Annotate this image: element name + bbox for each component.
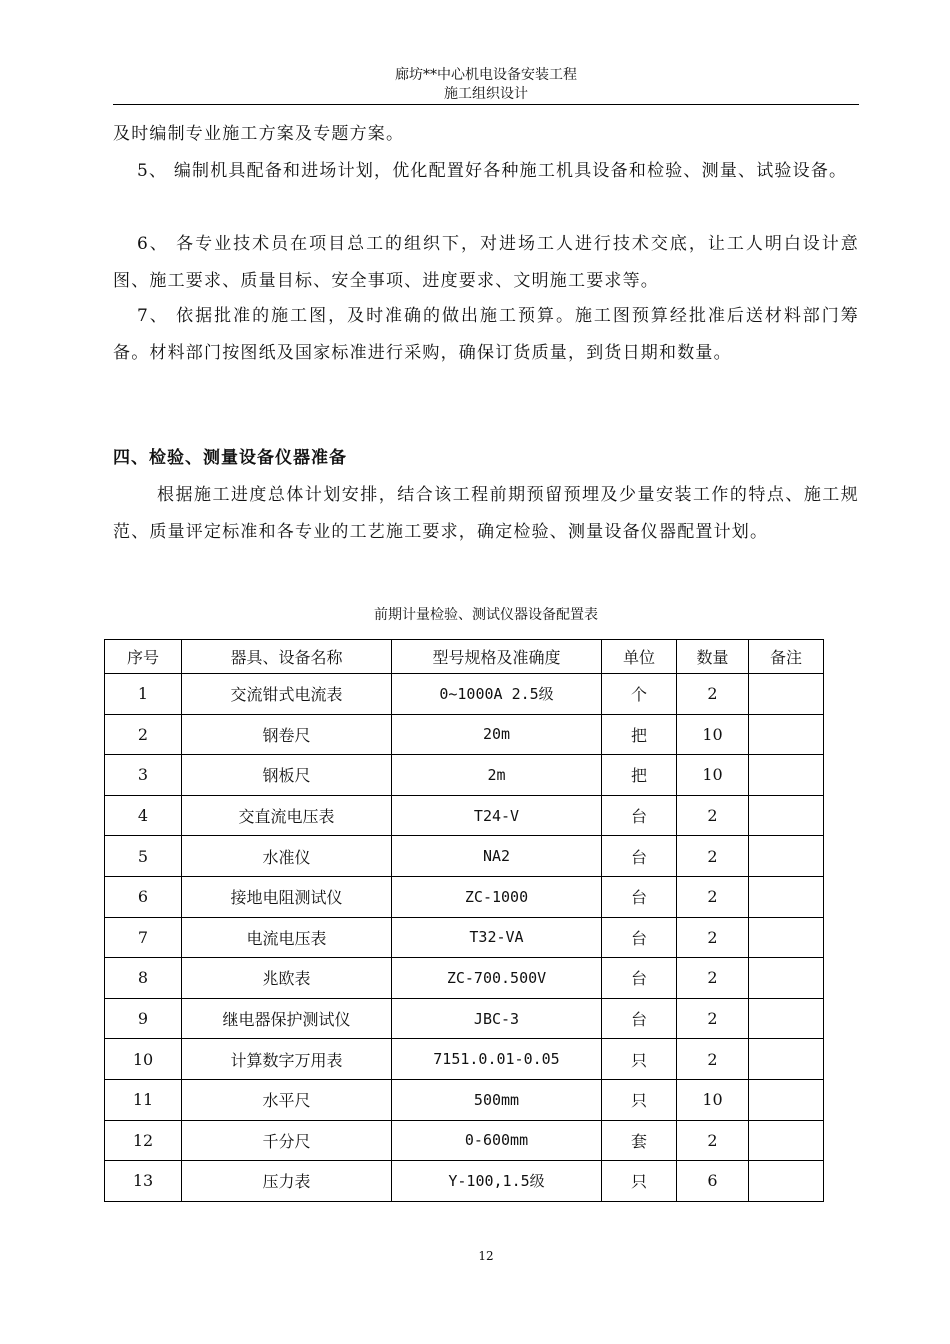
cell-index: 9 [105,998,182,1039]
page-header [113,66,859,104]
cell-name: 交流钳式电流表 [182,674,392,715]
table-caption: 前期计量检验、测试仪器设备配置表 [374,607,598,623]
table-row [105,836,824,877]
cell-model: NA2 [392,836,602,877]
cell-index: 5 [105,836,182,877]
table-row [105,755,824,796]
cell-name: 压力表 [182,1161,392,1202]
cell-unit: 台 [602,836,677,877]
cell-model: 20m [392,714,602,755]
paragraph-intro: 及时编制专业施工方案及专题方案。 [113,124,405,144]
header-divider [113,104,859,105]
cell-remarks [749,674,824,715]
table-row [105,795,824,836]
cell-quantity: 2 [677,1039,749,1080]
table-row [105,1161,824,1202]
cell-name: 兆欧表 [182,958,392,999]
cell-name: 水平尺 [182,1079,392,1120]
cell-quantity: 10 [677,714,749,755]
cell-quantity: 2 [677,917,749,958]
header-cell-index: 序号 [105,640,182,674]
table-row [105,1039,824,1080]
cell-name: 交直流电压表 [182,795,392,836]
paragraph-item-6: 6、 各专业技术员在项目总工的组织下，对进场工人进行技术交底，让工人明白设计意图、施工要求、质量目标、安全事项、进度要求、文明施工要求等。 [113,234,859,291]
cell-remarks [749,1161,824,1202]
header-cell-name: 器具、设备名称 [182,640,392,674]
cell-index: 4 [105,795,182,836]
cell-index: 1 [105,674,182,715]
cell-remarks [749,714,824,755]
cell-unit: 台 [602,917,677,958]
cell-unit: 台 [602,998,677,1039]
cell-quantity: 10 [677,1079,749,1120]
cell-quantity: 2 [677,876,749,917]
cell-unit: 台 [602,795,677,836]
cell-index: 2 [105,714,182,755]
cell-remarks [749,1120,824,1161]
cell-name: 接地电阻测试仪 [182,876,392,917]
cell-unit: 把 [602,714,677,755]
cell-model: ZC-700.500V [392,958,602,999]
header-cell-remarks: 备注 [749,640,824,674]
cell-unit: 套 [602,1120,677,1161]
cell-quantity: 6 [677,1161,749,1202]
page-number: 12 [478,1249,494,1263]
cell-name: 继电器保护测试仪 [182,998,392,1039]
cell-unit: 只 [602,1039,677,1080]
cell-unit: 只 [602,1079,677,1120]
cell-name: 千分尺 [182,1120,392,1161]
cell-index: 8 [105,958,182,999]
cell-remarks [749,958,824,999]
table-row [105,876,824,917]
cell-name: 计算数字万用表 [182,1039,392,1080]
table-row [105,714,824,755]
cell-quantity: 2 [677,674,749,715]
table-row [105,1120,824,1161]
cell-index: 7 [105,917,182,958]
cell-quantity: 2 [677,795,749,836]
cell-model: Y-100,1.5级 [392,1161,602,1202]
cell-quantity: 2 [677,998,749,1039]
table-row [105,1079,824,1120]
cell-unit: 台 [602,958,677,999]
cell-unit: 只 [602,1161,677,1202]
cell-name: 水准仪 [182,836,392,877]
cell-model: ZC-1000 [392,876,602,917]
cell-remarks [749,1079,824,1120]
table-row [105,674,824,715]
cell-index: 6 [105,876,182,917]
table-body [105,674,824,1202]
cell-remarks [749,795,824,836]
cell-remarks [749,1039,824,1080]
cell-model: 0~1000A 2.5级 [392,674,602,715]
paragraph-item-5: 5、 编制机具配备和进场计划，优化配置好各种施工机具设备和检验、测量、试验设备。 [137,161,848,181]
cell-model: T32-VA [392,917,602,958]
table-row [105,998,824,1039]
cell-remarks [749,876,824,917]
cell-unit: 把 [602,755,677,796]
cell-index: 11 [105,1079,182,1120]
cell-index: 10 [105,1039,182,1080]
cell-model: T24-V [392,795,602,836]
cell-unit: 个 [602,674,677,715]
cell-model: JBC-3 [392,998,602,1039]
cell-remarks [749,998,824,1039]
header-cell-unit: 单位 [602,640,677,674]
cell-quantity: 2 [677,1120,749,1161]
cell-quantity: 10 [677,755,749,796]
table-row [105,917,824,958]
cell-remarks [749,836,824,877]
cell-model: 500mm [392,1079,602,1120]
cell-index: 13 [105,1161,182,1202]
cell-remarks [749,917,824,958]
cell-model: 0-600mm [392,1120,602,1161]
cell-unit: 台 [602,876,677,917]
cell-name: 钢卷尺 [182,714,392,755]
table-header-row [105,640,824,674]
table-row [105,958,824,999]
header-title-line2: 施工组织设计 [444,86,528,102]
cell-name: 电流电压表 [182,917,392,958]
equipment-table [104,639,824,1202]
section-heading: 四、检验、测量设备仪器准备 [113,448,347,468]
cell-index: 12 [105,1120,182,1161]
header-title-line1: 廊坊**中心机电设备安装工程 [395,67,577,83]
cell-model: 2m [392,755,602,796]
header-cell-quantity: 数量 [677,640,749,674]
section-body: 根据施工进度总体计划安排，结合该工程前期预留预埋及少量安装工作的特点、施工规范、质量评定标准和各专业的工艺施工要求，确定检验、测量设备仪器配置计划。 [113,485,859,542]
header-cell-model: 型号规格及准确度 [392,640,602,674]
cell-quantity: 2 [677,958,749,999]
paragraph-item-7: 7、 依据批准的施工图，及时准确的做出施工预算。施工图预算经批准后送材料部门筹备。材料部门按图纸及国家标准进行采购，确保订货质量，到货日期和数量。 [113,306,859,363]
cell-name: 钢板尺 [182,755,392,796]
cell-index: 3 [105,755,182,796]
cell-model: 7151.0.01-0.05 [392,1039,602,1080]
cell-quantity: 2 [677,836,749,877]
cell-remarks [749,755,824,796]
